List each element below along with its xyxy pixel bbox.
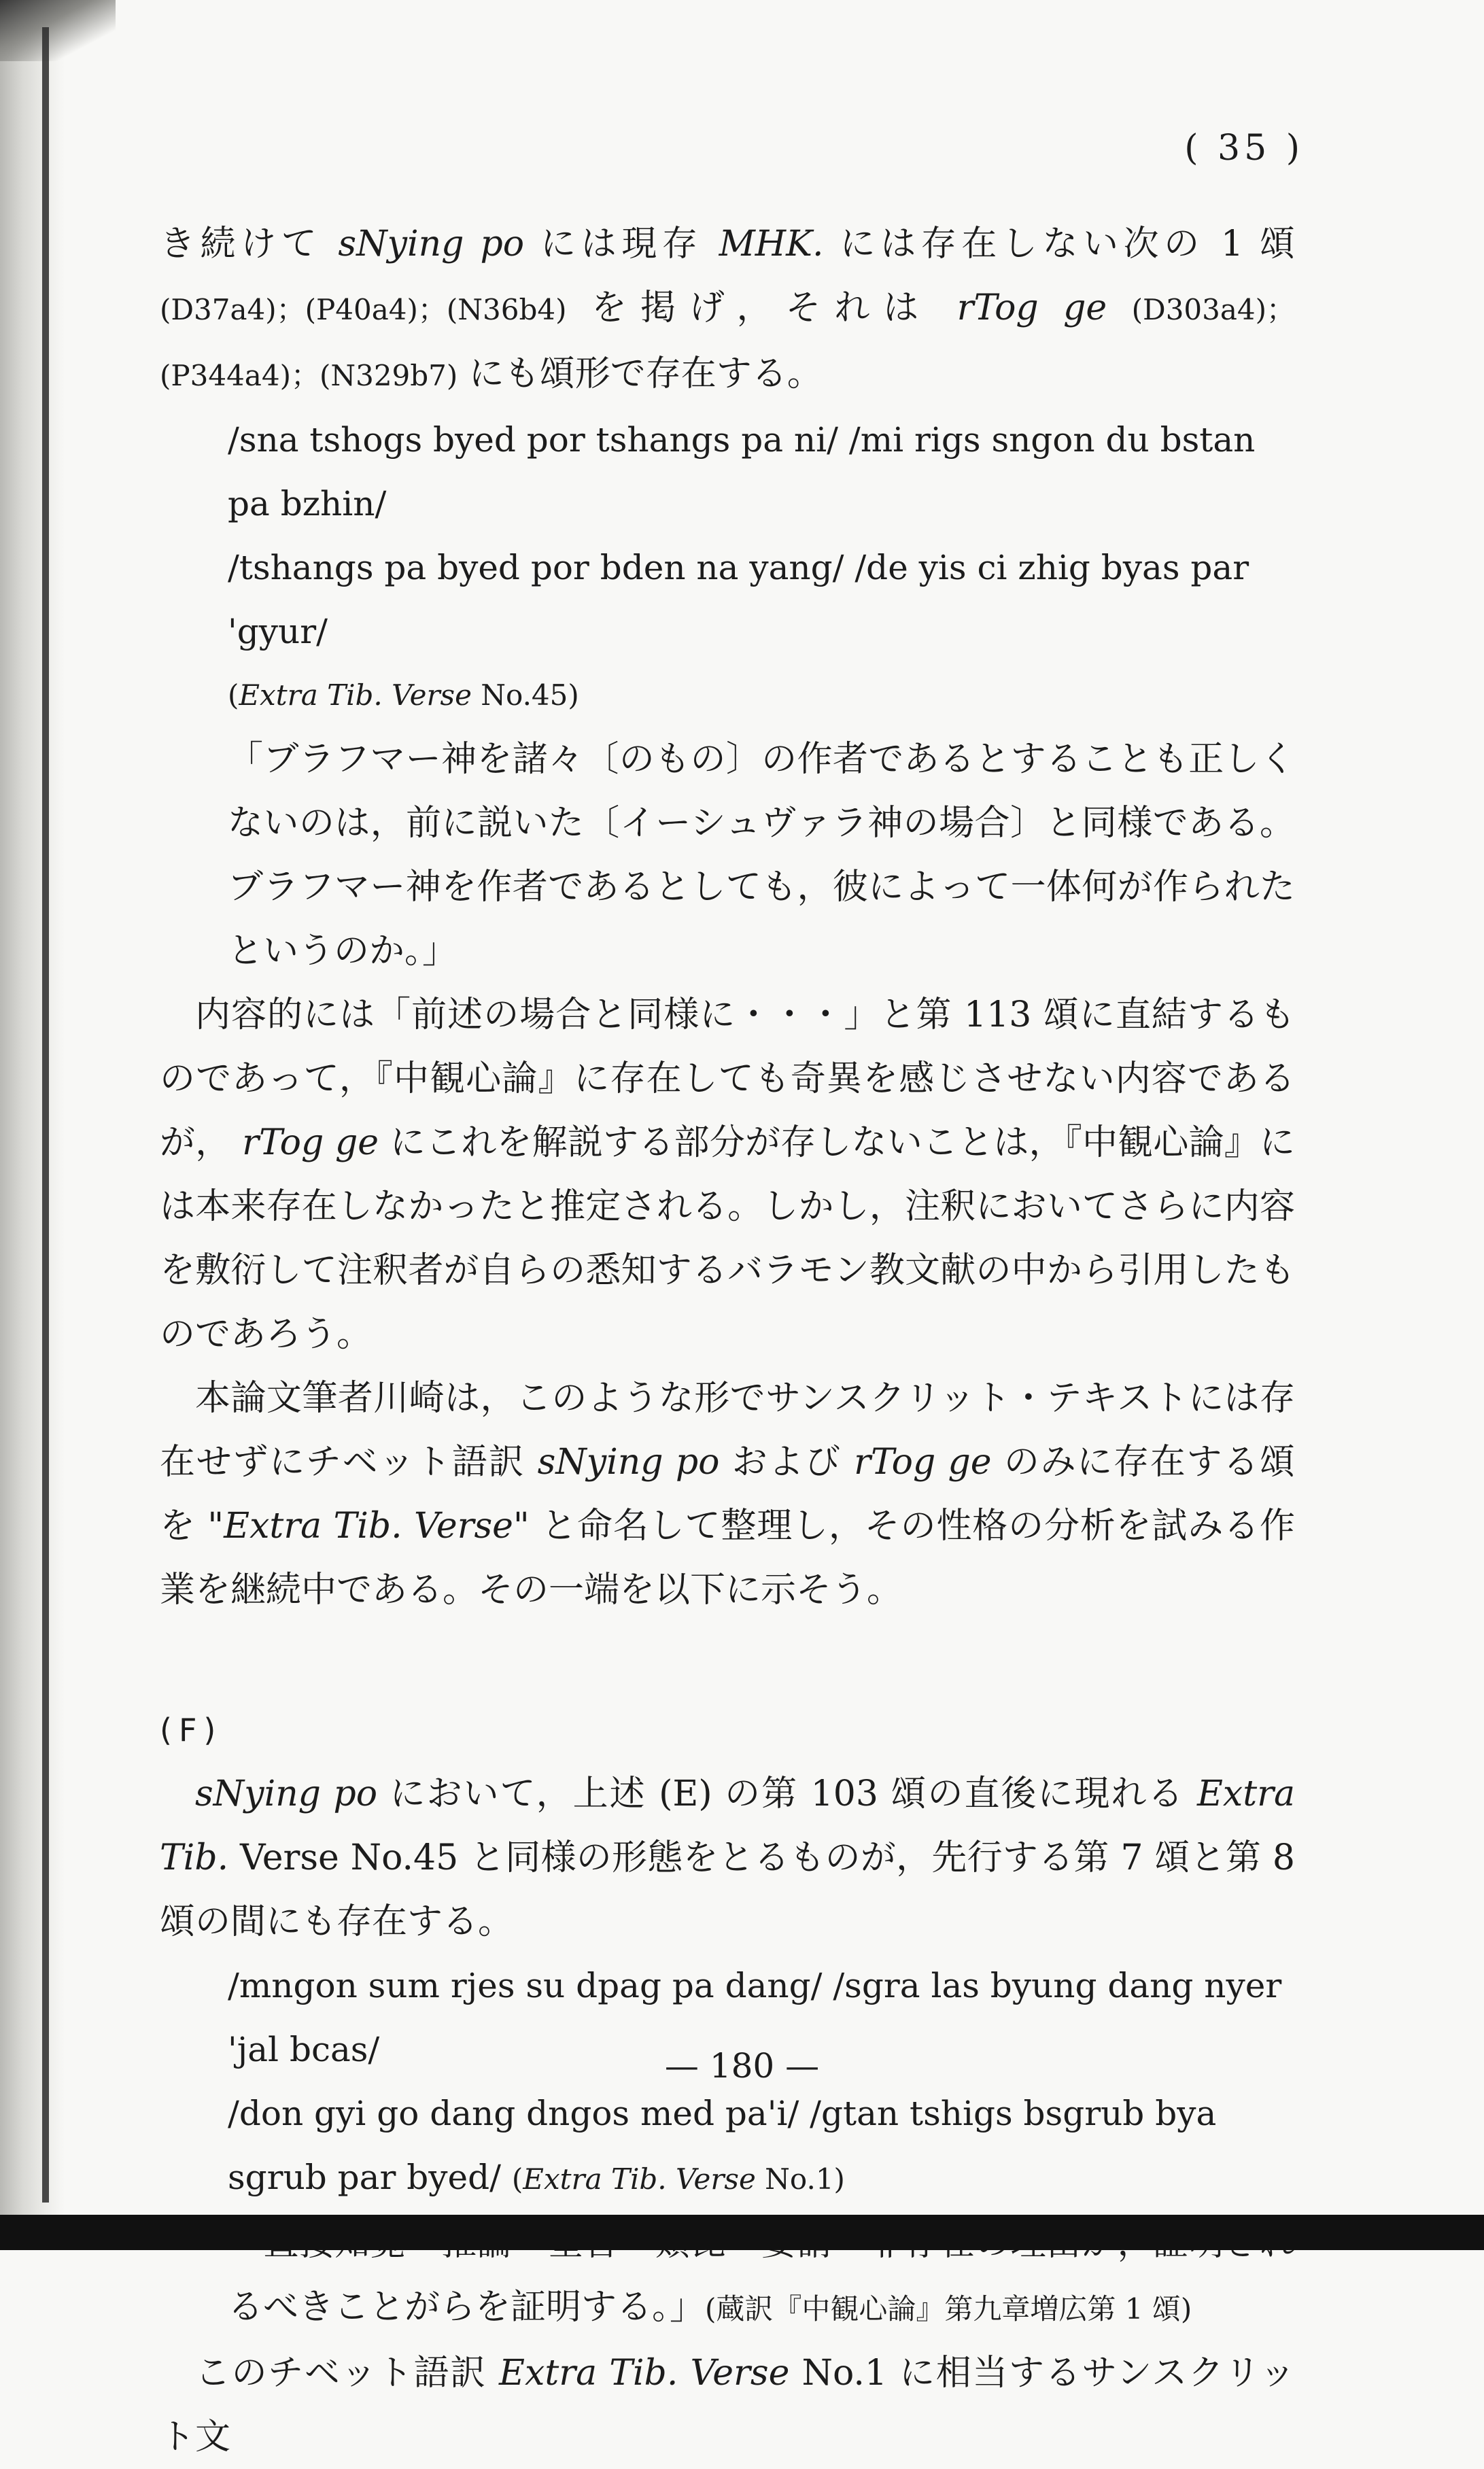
scan-bottom-edge	[0, 2215, 1484, 2250]
verse-line: /sna tshogs byed por tshangs pa ni/ /mi rigs sngon du bstan pa bzhin/	[228, 420, 1256, 523]
binding-shadow	[0, 0, 65, 2250]
binding-edge	[42, 27, 49, 2203]
verse-line: /tshangs pa byed por bden na yang/ /de yis ci zhig byas par 'gyur/	[228, 548, 1249, 651]
paragraph-5: このチベット語訳 Extra Tib. Verse No.1 に相当するサンスクリット文	[160, 2353, 1295, 2457]
page-number-bottom: — 180 —	[664, 2046, 820, 2086]
paragraph-2: 内容的には「前述の場合と同様に・・・」と第 113 頌に直結するものであって，『中観心論』に存在しても奇異を感じさせない内容であるが， rTog ge にこれを解説する部分が存しないことは，『中観心論』には本来存在しなかったと推定される。しかし，注釈においてさらに内容を敷衍して注釈者が自らの悉知するバラモン教文献の中から引用したものであろう。	[160, 995, 1296, 1355]
japanese-translation-2: るべきことがらを証明する。」(蔵訳『中観心論』第九章増広第 1 頌)	[228, 2287, 1192, 2328]
tibetan-verse-45	[160, 408, 1295, 727]
verse-line: /don gyi go dang dngos med pa'i/ /gtan tshigs bsgrub bya sgrub par byed/ (Extra Tib. Verse No.1)	[228, 2094, 1217, 2197]
verse-citation: (Extra Tib. Verse No.1)	[511, 2162, 845, 2196]
page-number-top: ( 35 )	[1184, 128, 1304, 169]
verse-citation: (Extra Tib. Verse No.45)	[228, 678, 579, 712]
paragraph-4: sNying po において，上述 (E) の第 103 頌の直後に現れる Extra Tib. Verse No.45 と同様の形態をとるものが，先行する第 7 頌と第 8 頌の間にも存在する。	[160, 1774, 1295, 1942]
paragraph-1: き続けて sNying po には現存 MHK. には存在しない次の 1 頌 (D37a4)；(P40a4)；(N36b4) を掲げ，それは rTog ge (D303a4)；(P344a4)；(N329b7) にも頌形で存在する。	[160, 224, 1296, 394]
section-heading: (F)	[160, 1712, 223, 1748]
japanese-translation-1: 「ブラフマー神を諸々〔のもの〕の作者であるとすることも正しくないのは，前に説いた〔イーシュヴァラ神の場合〕と同様である。ブラフマー神を作者であるとしても，彼によって一体何が作られたというのか。」	[228, 739, 1295, 971]
verse-line: /mngon sum rjes su dpag pa dang/ /sgra las byung dang nyer 'jal bcas/	[228, 1966, 1282, 2069]
paragraph-3: 本論文筆者川崎は，このような形でサンスクリット・テキストには存在せずにチベット語訳 sNying po および rTog ge のみに存在する頌を "Extra Tib. Verse" と命名して整理し，その性格の分析を試みる作業を継続中である。その一端を以下に示そう。	[160, 1378, 1295, 1610]
binding-corner-shadow	[0, 0, 116, 61]
section-gap	[160, 1622, 1295, 1698]
page-body	[160, 212, 1295, 2469]
